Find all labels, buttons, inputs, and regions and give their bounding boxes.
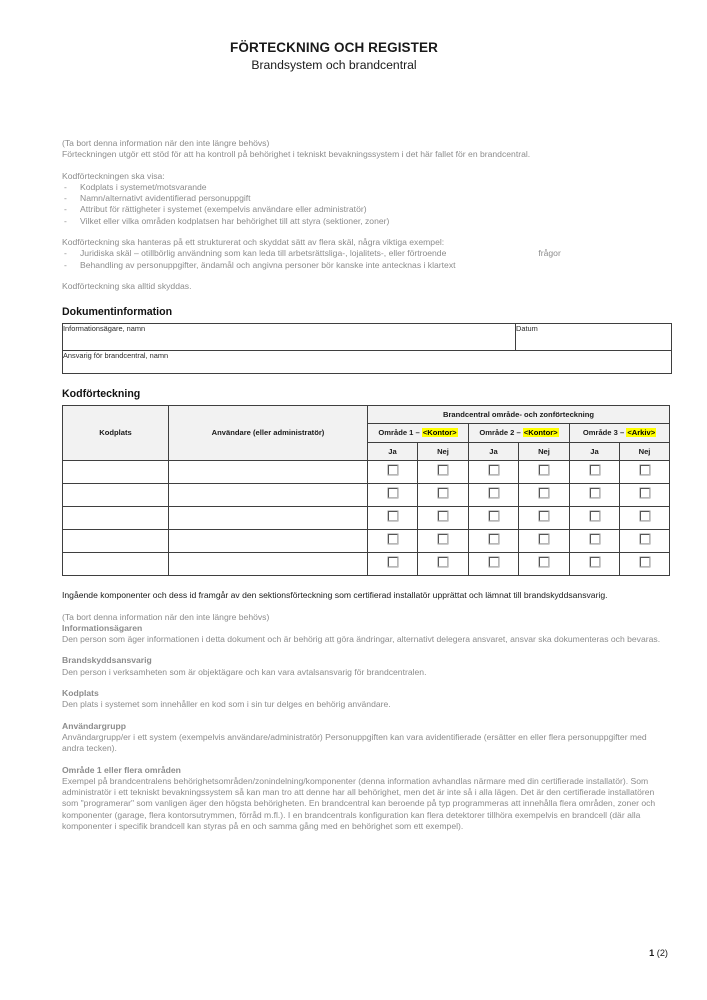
- list-item: [62, 193, 669, 204]
- list-item-label: Vilket eller vilka områden kodplatsen har behörighet till att styra (sektioner, zoner): [80, 215, 390, 226]
- cell-kodplats[interactable]: [63, 553, 169, 576]
- checkbox-area-1-yes[interactable]: [388, 488, 398, 498]
- definition-term-anvandargrupp: Användargrupp: [62, 720, 126, 731]
- cell-area-1-no: [418, 530, 469, 553]
- list-item: [62, 248, 669, 259]
- checkbox-area-2-yes[interactable]: [489, 534, 499, 544]
- list-item-label: Behandling av personuppgifter, ändamål och angivna personer bör kanske inte antecknas i klartext: [80, 259, 456, 270]
- definition-text-informationsagaren: Den person som äger informationen i detta dokument och är behörig att göra ändringar, alternativt delegera ansvaret, ansvar ska dokumenteras och bevaras.: [62, 634, 661, 645]
- cell-area-1-no: [418, 461, 469, 484]
- column-header-area-2-yes: Ja: [469, 443, 519, 461]
- definition-term-brandskyddsansvarig: Brandskyddsansvarig: [62, 655, 152, 666]
- cell-area-2-no: [519, 553, 570, 576]
- cell-area-2-no: [519, 461, 570, 484]
- dash-bullet-icon: -: [64, 181, 67, 192]
- dash-bullet-icon: -: [64, 193, 67, 204]
- document-info-table: [62, 323, 672, 374]
- kodforteckning-section: [62, 388, 669, 576]
- definition-text-omrade: Exempel på brandcentralens behörighetsområden/zonindelning/komponenter (denna information avhandlas närmare med din certifierade installatör). Som administratör i ett tekniskt bevakningssystem så kan man tro att denne har all behörighet, men det är inte så i alla lägen. Det är den certifierade installatören som "programerar" som vanligen äger den högsta behörigheten. En brandcentral kan beroende på typ programmeras att innehålla flera områden, zoner och komponenter (garage, flera kontorsutrymmen, förråd m.fl.). I en brandcentrals konfiguration kan flera detektorer tillhöra exempelvis en brandcell (där alla komponenter i specifik brandcell kan styras på en och samma gång med en behörighet som ett exempel).: [62, 775, 656, 832]
- dash-bullet-icon: -: [64, 215, 67, 226]
- list-item-trailing-word: frågor: [538, 248, 561, 259]
- column-header-kodplats: Kodplats: [63, 406, 169, 461]
- cell-anvandare[interactable]: [169, 553, 368, 576]
- checkbox-area-3-no[interactable]: [640, 557, 650, 567]
- table-row: [63, 461, 670, 484]
- column-header-area-1: [368, 424, 469, 443]
- cell-area-1-yes: [368, 553, 418, 576]
- column-header-area-2: [469, 424, 570, 443]
- cell-area-2-yes: [469, 553, 519, 576]
- list-item-label: Attribut för rättigheter i systemet (exempelvis användare eller administratör): [80, 204, 367, 215]
- checkbox-area-1-yes[interactable]: [388, 511, 398, 521]
- checkbox-area-1-no[interactable]: [438, 557, 448, 567]
- definitions-remove-note: (Ta bort denna information när den inte längre behövs): [62, 611, 270, 622]
- cell-area-3-yes: [570, 530, 620, 553]
- area-2-label: Område 2 –: [479, 428, 523, 438]
- dokumentinformation-section: [62, 306, 669, 374]
- cell-kodplats[interactable]: [63, 461, 169, 484]
- cell-area-3-yes: [570, 461, 620, 484]
- checkbox-area-2-no[interactable]: [539, 488, 549, 498]
- checkbox-area-2-yes[interactable]: [489, 511, 499, 521]
- intro-remove-note: (Ta bort denna information när den inte längre behövs): [62, 138, 270, 148]
- table-header-row: [63, 406, 670, 424]
- checkbox-area-2-yes[interactable]: [489, 488, 499, 498]
- checkbox-area-3-no[interactable]: [640, 488, 650, 498]
- list-item: [62, 216, 669, 227]
- checkbox-area-3-yes[interactable]: [590, 534, 600, 544]
- checkbox-area-1-yes[interactable]: [388, 534, 398, 544]
- cell-area-1-yes: [368, 507, 418, 530]
- definition-term-informationsagaren: Informationsägaren: [62, 622, 143, 633]
- checkbox-area-1-no[interactable]: [438, 465, 448, 475]
- column-header-area-1-no: Nej: [418, 443, 469, 461]
- cell-anvandare[interactable]: [169, 530, 368, 553]
- cell-area-1-yes: [368, 530, 418, 553]
- cell-area-3-yes: [570, 553, 620, 576]
- checkbox-area-3-no[interactable]: [640, 465, 650, 475]
- cell-kodplats[interactable]: [63, 530, 169, 553]
- components-note: Ingående komponenter och dess id framgår av den sektionsförteckning som certifierad installatör upprättat och lämnat till brandskyddsansvarig.: [62, 590, 608, 601]
- checkbox-area-2-yes[interactable]: [489, 557, 499, 567]
- checkbox-area-3-no[interactable]: [640, 534, 650, 544]
- dash-bullet-icon: -: [64, 204, 67, 215]
- definition-term-omrade: Område 1 eller flera områden: [62, 764, 181, 775]
- area-3-label: Område 3 –: [582, 428, 627, 438]
- table-row: [63, 351, 672, 374]
- cell-area-2-yes: [469, 484, 519, 507]
- list-item: [62, 260, 669, 271]
- definition-text-brandskyddsansvarig: Den person i verksamheten som är objektägare och kan vara avtalsansvarig för brandcentralen.: [62, 666, 427, 677]
- checkbox-area-1-yes[interactable]: [388, 465, 398, 475]
- list-item-label: Namn/alternativt avidentifierad personuppgift: [80, 193, 251, 204]
- column-header-area-2-no: Nej: [519, 443, 570, 461]
- checkbox-area-2-yes[interactable]: [489, 465, 499, 475]
- section-heading-dokumentinformation: Dokumentinformation: [62, 306, 173, 319]
- cell-area-2-no: [519, 507, 570, 530]
- checkbox-area-1-no[interactable]: [438, 534, 448, 544]
- section-heading-kodforteckning: Kodförteckning: [62, 388, 141, 401]
- cell-anvandare[interactable]: [169, 461, 368, 484]
- list-item-label: Juridiska skäl – otillbörlig användning som kan leda till arbetsrättsliga-, lojalitets-, eller förtroende: [80, 248, 447, 259]
- checkbox-area-2-no[interactable]: [539, 557, 549, 567]
- page-footer: [0, 948, 668, 958]
- checkbox-area-3-yes[interactable]: [590, 557, 600, 567]
- column-header-area-3-no: Nej: [620, 443, 670, 461]
- checkbox-area-3-yes[interactable]: [590, 511, 600, 521]
- definition-term-kodplats: Kodplats: [62, 688, 99, 699]
- code-registry-body: [63, 461, 670, 576]
- cell-area-2-yes: [469, 507, 519, 530]
- area-2-value: <Kontor>: [523, 428, 558, 438]
- info-date-cell[interactable]: Datum: [516, 324, 672, 351]
- list-item: [62, 204, 669, 215]
- area-1-label: Område 1 –: [378, 428, 422, 438]
- checkbox-area-3-yes[interactable]: [590, 465, 600, 475]
- checkbox-area-3-yes[interactable]: [590, 488, 600, 498]
- cell-area-2-no: [519, 530, 570, 553]
- definition-text-anvandargrupp: Användargrupp/er i ett system (exempelvis användare/administratör) Personuppgiften kan vara avidentifierade (ersätter en eller flera personuppgifter med andra tecken).: [62, 731, 647, 754]
- table-row: [63, 484, 670, 507]
- table-row: [63, 530, 670, 553]
- cell-kodplats[interactable]: [63, 484, 169, 507]
- intro-closing: Kodförteckning ska alltid skyddas.: [62, 280, 192, 291]
- intro-section: [62, 138, 669, 292]
- cell-area-3-no: [620, 484, 670, 507]
- cell-area-2-no: [519, 484, 570, 507]
- cell-area-1-yes: [368, 461, 418, 484]
- footer-page-number: 1: [649, 948, 655, 958]
- area-3-value: <Arkiv>: [627, 428, 656, 438]
- dash-bullet-icon: -: [64, 259, 67, 270]
- column-header-anvandare: Användare (eller administratör): [169, 406, 368, 461]
- page-title: FÖRTECKNING OCH REGISTER: [230, 40, 438, 55]
- definition-text-kodplats: Den plats i systemet som innehåller en kod som i sin tur delges en behörig användare.: [62, 699, 391, 710]
- cell-area-3-no: [620, 507, 670, 530]
- cell-area-1-no: [418, 507, 469, 530]
- list-item-label: Kodplats i systemet/motsvarande: [80, 181, 207, 192]
- column-header-area-3: [570, 424, 670, 443]
- checkbox-area-1-no[interactable]: [438, 488, 448, 498]
- checkbox-area-1-no[interactable]: [438, 511, 448, 521]
- intro-list: [62, 182, 669, 227]
- checkbox-area-3-no[interactable]: [640, 511, 650, 521]
- cell-area-3-yes: [570, 484, 620, 507]
- column-header-area-3-yes: Ja: [570, 443, 620, 461]
- table-row: [63, 324, 672, 351]
- checkbox-area-1-yes[interactable]: [388, 557, 398, 567]
- table-row: [63, 507, 670, 530]
- cell-area-3-no: [620, 530, 670, 553]
- definitions-section: [62, 612, 669, 833]
- cell-area-1-yes: [368, 484, 418, 507]
- list-item: [62, 182, 669, 193]
- cell-area-3-no: [620, 461, 670, 484]
- intro-lead: Förteckningen utgör ett stöd för att ha kontroll på behörighet i tekniskt bevakningssystem i det här fallet för en brandcentral.: [62, 149, 531, 160]
- info-responsible-cell[interactable]: Ansvarig för brandcentral, namn: [63, 351, 672, 374]
- cell-kodplats[interactable]: [63, 507, 169, 530]
- checkbox-area-2-no[interactable]: [539, 534, 549, 544]
- document-body: [62, 138, 669, 832]
- document-header: [0, 40, 668, 73]
- code-registry-table: [62, 405, 670, 576]
- cell-anvandare[interactable]: [169, 484, 368, 507]
- cell-area-3-yes: [570, 507, 620, 530]
- cell-area-2-yes: [469, 461, 519, 484]
- handling-heading: Kodförteckning ska hanteras på ett strukturerat och skyddat sätt av flera skäl, några viktiga exempel:: [62, 237, 445, 248]
- cell-anvandare[interactable]: [169, 507, 368, 530]
- checkbox-area-2-no[interactable]: [539, 465, 549, 475]
- page-subtitle: Brandsystem och brandcentral: [251, 58, 417, 72]
- cell-area-1-no: [418, 553, 469, 576]
- handling-list: [62, 248, 669, 271]
- cell-area-2-yes: [469, 530, 519, 553]
- table-row: [63, 553, 670, 576]
- column-group-header-zones: Brandcentral område- och zonförteckning: [368, 406, 670, 424]
- column-header-area-1-yes: Ja: [368, 443, 418, 461]
- info-owner-cell[interactable]: Informationsägare, namn: [63, 324, 516, 351]
- dash-bullet-icon: -: [64, 248, 67, 259]
- checkbox-area-2-no[interactable]: [539, 511, 549, 521]
- cell-area-1-no: [418, 484, 469, 507]
- footer-page-total: (2): [656, 948, 668, 958]
- cell-area-3-no: [620, 553, 670, 576]
- area-1-value: <Kontor>: [422, 428, 457, 438]
- intro-list-heading: Kodförteckningen ska visa:: [62, 170, 165, 181]
